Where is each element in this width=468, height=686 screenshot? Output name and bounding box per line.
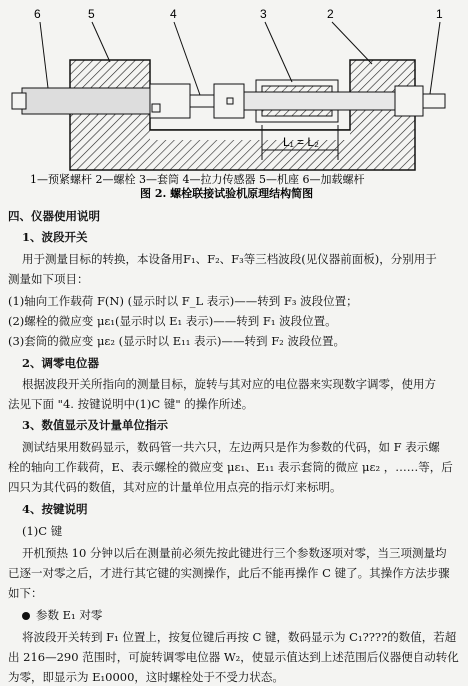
callout-1: 1 [436, 7, 443, 21]
callout-5: 5 [88, 7, 95, 21]
paragraph-line: 为零，即显示为 E₁0000，这时螺栓处于不受力状态。 [8, 670, 284, 684]
paragraph-line: 根据波段开关所指向的测量目标，旋转与其对应的电位器来实现数字调零，使用方 [22, 377, 436, 391]
bullet-text: 参数 E₁ 对零 [36, 608, 103, 622]
subheading-keys: 4、按键说明 [22, 502, 88, 516]
callout-2: 2 [327, 7, 334, 21]
paragraph-line: 已逐一对零之后，才进行其它键的实测操作，此后不能再操作 C 键了。其操作方法步骤 [8, 566, 450, 580]
paragraph-line: 栓的轴向工作载荷，E、表示螺栓的微应变 με₁、E₁₁ 表示套筒的微应 με₂ ，……等，后 [8, 460, 453, 474]
dimension-label: L₁ = L₂ [283, 135, 319, 149]
bullet-icon [22, 612, 30, 620]
subheading-c-key: (1)C 键 [22, 524, 63, 538]
subheading-display: 3、数值显示及计量单位指示 [22, 418, 169, 432]
paragraph-line: 开机预热 10 分钟以后在测量前必须先按此键进行三个参数逐项对零，当三项测量均 [22, 546, 447, 560]
preload-screw [395, 86, 423, 116]
callout-6: 6 [34, 7, 41, 21]
paragraph-line: 测试结果用数码显示，数码管一共六只，左边两只是作为参数的代码，如 F 表示螺 [22, 440, 440, 454]
paragraph-line: 出 216—290 范围时，可旋转调零电位器 W₂，使显示值达到上述范围后仪器便自动转化 [8, 650, 459, 664]
subheading-zero-pot: 2、调零电位器 [22, 356, 100, 370]
tension-sensor [150, 84, 190, 118]
paragraph-line: 如下： [8, 586, 43, 600]
paragraph-line: 用于测量目标的转换，本设备用F₁、F₂、F₃等三档波段(见仪器前面板)，分别用于 [22, 252, 437, 266]
figure-caption: 图 2. 螺栓联接试验机原理结构简图 [140, 187, 314, 200]
figure-legend: 1—预紧螺杆 2—螺栓 3—套筒 4—拉力传感器 5—机座 6—加载螺杆 [30, 173, 365, 186]
item-line: (3)套筒的微应变 με₂ (显示时以 E₁₁ 表示)——转到 F₂ 波段位置。 [8, 334, 345, 348]
subheading-band-switch: 1、波段开关 [22, 230, 88, 244]
paragraph-line: 四只为其代码的数值，其对应的计量单位用点亮的指示灯来标明。 [8, 480, 342, 494]
paragraph-line: 将波段开关转到 F₁ 位置上，按复位键后再按 C 键，数码显示为 C₁????的数值，若超 [22, 630, 457, 644]
bullet-item [22, 608, 102, 622]
paragraph-line: 法见下面 "4. 按键说明中(1)C 键" 的操作所述。 [8, 397, 254, 411]
loading-screw [22, 88, 152, 114]
section-heading: 四、仪器使用说明 [8, 209, 100, 223]
structure-diagram [0, 0, 468, 200]
item-line: (2)螺栓的微应变 με₁(显示时以 E₁ 表示)——转到 F₁ 波段位置。 [8, 314, 337, 328]
item-line: (1)轴向工作载荷 F(N) (显示时以 F_L 表示)——转到 F₃ 波段位置； [8, 294, 358, 308]
paragraph-line: 测量如下项目： [8, 272, 89, 286]
callout-3: 3 [260, 7, 267, 21]
callout-4: 4 [170, 7, 177, 21]
